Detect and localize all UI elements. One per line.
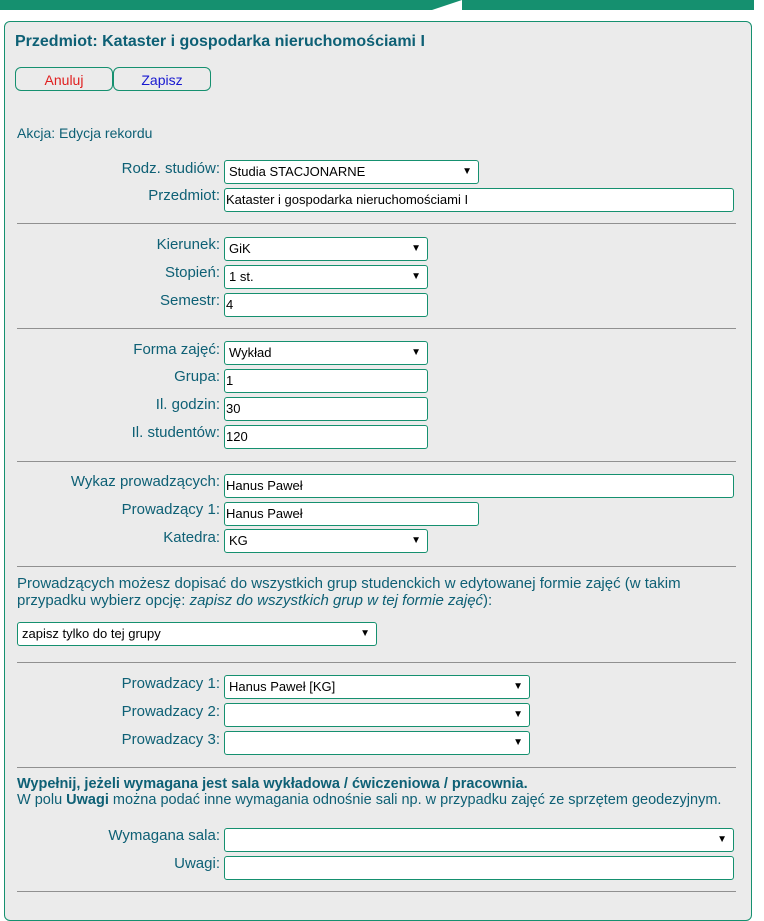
page-title: Przedmiot: Kataster i gospodarka nieruchomościami I	[15, 33, 425, 50]
group-assign-info	[17, 575, 742, 609]
kierunek-value: GiK	[229, 241, 251, 256]
forma-zajec-label: Forma zajęć:	[133, 341, 220, 358]
room-info-heading: Wypełnij, jeżeli wymagana jest sala wykładowa / ćwiczeniowa / pracownia.	[17, 776, 528, 792]
save-scope-value: zapisz tylko do tej grupy	[22, 626, 161, 641]
prowadzacy-select-2-label: Prowadzacy 2:	[121, 703, 220, 720]
prowadzacy-select-3[interactable]	[224, 731, 530, 755]
chevron-down-icon: ▼	[462, 166, 472, 177]
prowadzacy-select-1[interactable]	[224, 675, 530, 699]
chevron-down-icon: ▼	[717, 834, 727, 845]
wykaz-prowadzacych-input[interactable]: Hanus Paweł	[224, 474, 734, 498]
room-info-prefix: W polu	[17, 792, 67, 808]
prowadzacy-1-label: Prowadzący 1:	[121, 501, 220, 518]
divider	[17, 767, 736, 768]
group-info-tail: ):	[483, 592, 493, 609]
divider	[17, 223, 736, 224]
przedmiot-input[interactable]: Kataster i gospodarka nieruchomościami I	[224, 188, 734, 212]
il-godzin-input[interactable]: 30	[224, 397, 428, 421]
semestr-label: Semestr:	[159, 292, 220, 309]
divider	[17, 328, 736, 329]
rodz-studiow-label: Rodz. studiów:	[121, 160, 220, 177]
wykaz-prowadzacych-label: Wykaz prowadzących:	[70, 473, 220, 490]
cancel-button[interactable]: Anuluj	[15, 67, 113, 91]
chevron-down-icon: ▼	[513, 709, 523, 720]
group-info-option: zapisz do wszystkich grup w tej formie zajęć	[189, 592, 484, 609]
uwagi-label: Uwagi:	[174, 855, 220, 872]
wymagana-sala-label: Wymagana sala:	[108, 827, 220, 844]
katedra-label: Katedra:	[163, 529, 220, 546]
chevron-down-icon: ▼	[411, 243, 421, 254]
il-studentow-label: Il. studentów:	[131, 424, 220, 441]
save-button[interactable]: Zapisz	[113, 67, 211, 91]
top-header-bar	[0, 0, 754, 10]
divider	[17, 461, 736, 462]
prowadzacy-1-input[interactable]: Hanus Paweł	[224, 502, 479, 526]
semestr-input[interactable]: 4	[224, 293, 428, 317]
chevron-down-icon: ▼	[360, 628, 370, 639]
przedmiot-label: Przedmiot:	[148, 187, 220, 204]
chevron-down-icon: ▼	[411, 347, 421, 358]
stopien-select[interactable]	[224, 265, 428, 289]
wymagana-sala-select[interactable]	[224, 828, 734, 852]
prowadzacy-select-1-value: Hanus Paweł [KG]	[229, 679, 336, 694]
prowadzacy-select-2[interactable]	[224, 703, 530, 727]
prowadzacy-select-3-label: Prowadzacy 3:	[121, 731, 220, 748]
chevron-down-icon: ▼	[513, 681, 523, 692]
chevron-down-icon: ▼	[411, 535, 421, 546]
stopien-value: 1 st.	[229, 269, 254, 284]
katedra-value: KG	[229, 533, 248, 548]
room-info-uwagi: Uwagi	[66, 792, 109, 808]
grupa-input[interactable]: 1	[224, 369, 428, 393]
room-info-suffix: można podać inne wymagania odnośnie sali np. w przypadku zajęć ze sprzętem geodezyjnym.	[108, 792, 722, 808]
divider	[17, 891, 736, 892]
prowadzacy-select-1-label: Prowadzacy 1:	[121, 675, 220, 692]
save-scope-select[interactable]	[17, 622, 377, 646]
rodz-studiow-select[interactable]	[224, 160, 479, 184]
forma-zajec-value: Wykład	[229, 345, 272, 360]
chevron-down-icon: ▼	[513, 737, 523, 748]
il-studentow-input[interactable]: 120	[224, 425, 428, 449]
room-info-text	[17, 792, 747, 808]
divider	[17, 566, 736, 567]
group-info-text: Prowadzących możesz dopisać do wszystkich grup studenckich w edytowanej formie zajęć (w takim przypadku wybierz opcję:	[17, 575, 681, 609]
chevron-down-icon: ▼	[411, 271, 421, 282]
header-notch	[432, 0, 462, 10]
forma-zajec-select[interactable]	[224, 341, 428, 365]
divider	[17, 662, 736, 663]
grupa-label: Grupa:	[174, 368, 220, 385]
uwagi-input[interactable]	[224, 856, 734, 880]
katedra-select[interactable]	[224, 529, 428, 553]
rodz-studiow-value: Studia STACJONARNE	[229, 164, 366, 179]
il-godzin-label: Il. godzin:	[155, 396, 220, 413]
kierunek-label: Kierunek:	[156, 236, 220, 253]
kierunek-select[interactable]	[224, 237, 428, 261]
stopien-label: Stopień:	[164, 264, 220, 281]
action-label: Akcja: Edycja rekordu	[17, 125, 153, 141]
